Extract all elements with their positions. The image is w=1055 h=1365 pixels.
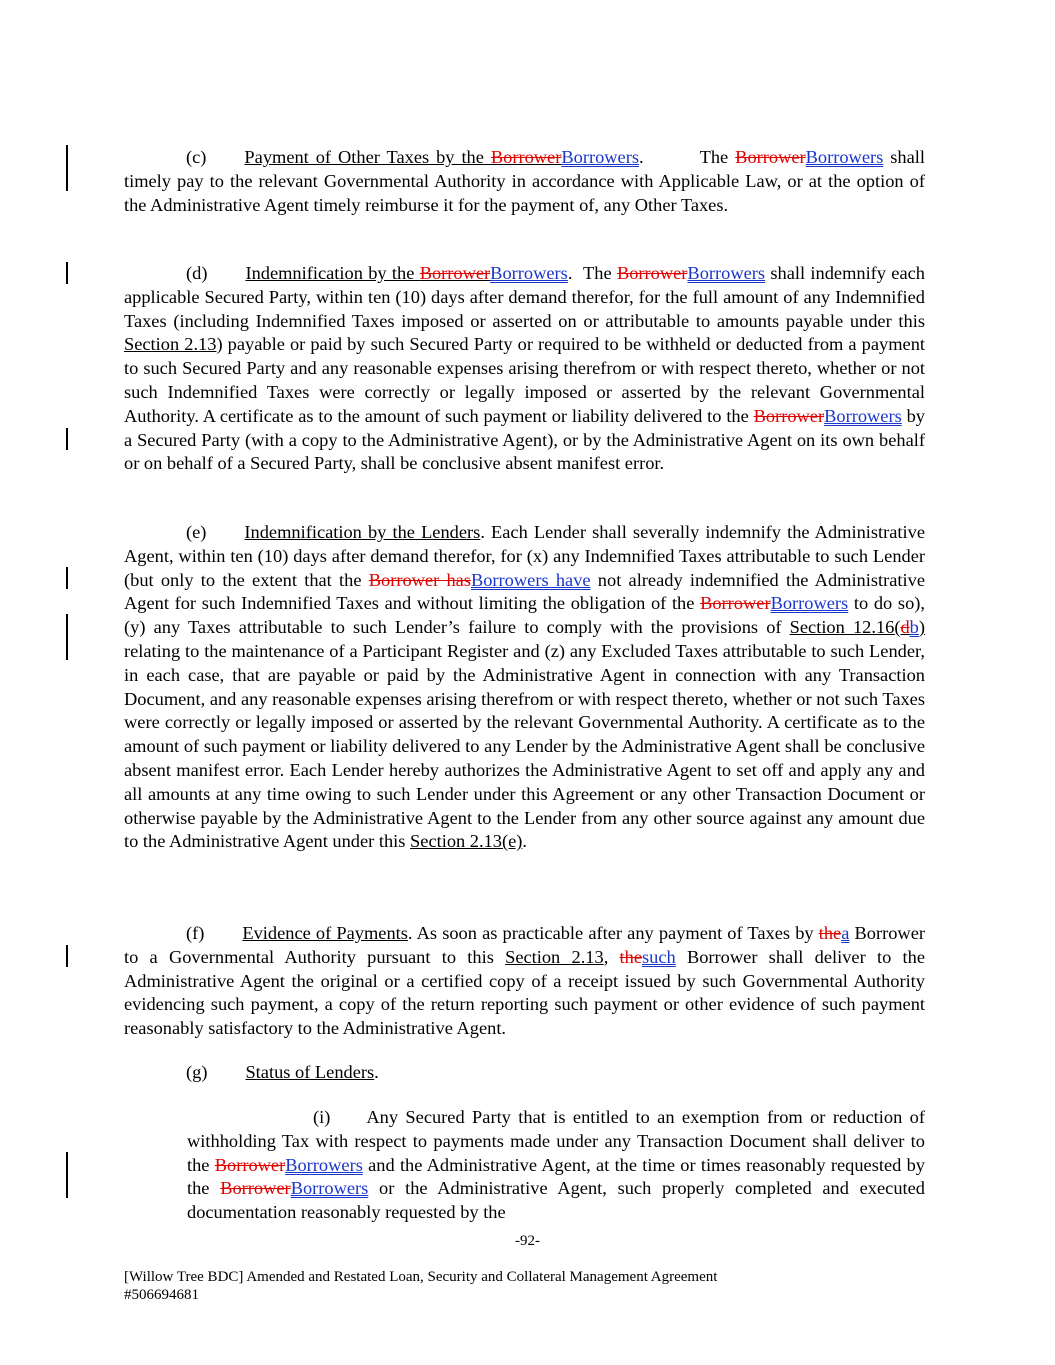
deleted-text: Borrower xyxy=(220,1178,291,1199)
inserted-text: Borrowers xyxy=(561,147,639,167)
inserted-text: Borrowers xyxy=(285,1154,363,1175)
change-bar xyxy=(66,428,68,450)
change-bar xyxy=(66,262,68,284)
deleted-text: Borrower xyxy=(700,593,771,614)
section-reference: Section 12.16(db) xyxy=(789,617,925,638)
clause-label: (e) xyxy=(186,522,207,542)
paragraph-g: (g) Status of Lenders. xyxy=(186,1062,379,1082)
footer-title: [Willow Tree BDC] Amended and Restated Loan, Security and Collateral Management Agreement xyxy=(124,1269,718,1285)
clause-label: (g) xyxy=(186,1062,208,1082)
clause-heading: Indemnification by the Lenders xyxy=(244,522,481,542)
footer-doc-id: #506694681 xyxy=(124,1287,199,1303)
inserted-text: Borrowers xyxy=(824,405,902,426)
deleted-text: Borrower has xyxy=(368,569,471,590)
inserted-text: Borrowers xyxy=(290,1178,369,1199)
paragraph-g-i: (i) Any Secured Party that is entitled to an exemption from or reduction of withholding Tax with respect to payments made under any Transaction Document shall deliver to the BorrowerBorrowers and the Administrative Agent, at the time or times reasonably requested by the BorrowerBorrowers or the Administrative Agent, such properly completed and executed documentation reasonably requested by the xyxy=(187,1107,925,1223)
change-bar xyxy=(66,945,68,967)
clause-heading: Payment of Other Taxes by the BorrowerBorrowers xyxy=(244,147,639,167)
deleted-text: Borrower xyxy=(616,263,688,283)
page-number: -92- xyxy=(515,1233,540,1249)
change-bar xyxy=(66,145,68,191)
clause-label: (f) xyxy=(186,923,205,943)
deleted-text: Borrower xyxy=(753,405,825,426)
clause-label: (d) xyxy=(186,263,208,283)
inserted-text: Borrowers xyxy=(805,147,884,167)
change-bar xyxy=(66,614,68,660)
paragraph-f: (f) Evidence of Payments. As soon as practicable after any payment of Taxes by thea Borrower to a Governmental Authority pursuant to this Section 2.13, thesuch Borrower shall deliver to the Administrative Agent the original or a certified copy of a receipt issued by such Governmental Authority evidencing such payment, a copy of the return reporting such payment or other evidence of such payment reasonably satisfactory to the Administrative Agent. xyxy=(124,923,925,1039)
deleted-text: Borrower xyxy=(490,147,562,167)
deleted-text: Borrower xyxy=(214,1154,286,1175)
inserted-text: such xyxy=(642,946,676,967)
paragraph-e: (e) Indemnification by the Lenders. Each Lender shall severally indemnify the Administrative Agent, within ten (10) days after demand therefor, for (x) any Indemnified Taxes attributable to such Lender (but only to the extent that the Borrower hasBorrowers have not already indemnified the Administrative Agent for such Indemnified Taxes and without limiting the obligation of the BorrowerBorrowers to do so), (y) any Taxes attributable to such Lender’s failure to comply with the provisions of Section 12.16(db) relating to the maintenance of a Participant Register and (z) any Excluded Taxes attributable to such Lender, in each case, that are payable or paid by the Administrative Agent in connection with any Transaction Document, and any reasonable expenses arising therefrom or with respect thereto, whether or not such Taxes were correctly or legally imposed or asserted by the relevant Governmental Authority. A certificate as to the amount of such payment or liability delivered to any Lender by the Administrative Agent shall be conclusive absent manifest error. Each Lender hereby authorizes the Administrative Agent to set off and apply any and all amounts at any time owing to such Lender under this Agreement or any other Transaction Document or otherwise payable by the Administrative Agent to the Lender from any other source against any amount due to the Administrative Agent under this Section 2.13(e). xyxy=(124,522,926,852)
inserted-text: a xyxy=(841,923,850,943)
paragraph-c: (c) Payment of Other Taxes by the BorrowerBorrowers. The BorrowerBorrowers shall timely pay to the relevant Governmental Authority in accordance with Applicable Law, or at the option of the Administrative Agent timely reimburse it for the payment of, any Other Taxes. xyxy=(124,147,925,215)
inserted-text: Borrowers xyxy=(687,263,766,283)
paragraph-d: (d) Indemnification by the BorrowerBorrowers. The BorrowerBorrowers shall indemnify each applicable Secured Party, within ten (10) days after demand therefor, for the full amount of any Indemnified Taxes (including Indemnified Taxes imposed or asserted on or attributable to amounts payable under this Section 2.13) payable or paid by such Secured Party or required to be withheld or deducted from a payment to such Secured Party and any reasonable expenses arising therefrom or with respect thereto, whether or not such Indemnified Taxes were correctly or legally imposed or asserted by the relevant Governmental Authority. A certificate as to the amount of such payment or liability delivered to the BorrowerBorrowers by a Secured Party (with a copy to the Administrative Agent), or by the Administrative Agent on its own behalf or on behalf of a Secured Party, shall be conclusive absent manifest error. xyxy=(124,263,925,474)
change-bar xyxy=(66,1152,68,1198)
clause-heading: Indemnification by the BorrowerBorrowers xyxy=(245,263,568,283)
clause-heading: Evidence of Payments xyxy=(242,923,408,943)
section-reference: Section 2.13(e) xyxy=(410,831,523,852)
clause-label: (c) xyxy=(186,147,207,167)
change-bar xyxy=(66,567,68,589)
deleted-text: the xyxy=(619,946,642,967)
deleted-text: Borrower xyxy=(735,147,806,167)
inserted-text: Borrowers have xyxy=(470,569,591,590)
section-reference: Section 2.13 xyxy=(505,946,604,967)
clause-label: (i) xyxy=(313,1107,331,1127)
inserted-text: Borrowers xyxy=(770,593,849,614)
document-footer xyxy=(124,1268,717,1304)
clause-heading: Status of Lenders xyxy=(245,1062,375,1082)
deleted-text: the xyxy=(818,923,842,943)
section-reference: Section 2.13 xyxy=(124,334,217,355)
deleted-text: Borrower xyxy=(419,263,491,283)
inserted-text: Borrowers xyxy=(490,263,568,283)
